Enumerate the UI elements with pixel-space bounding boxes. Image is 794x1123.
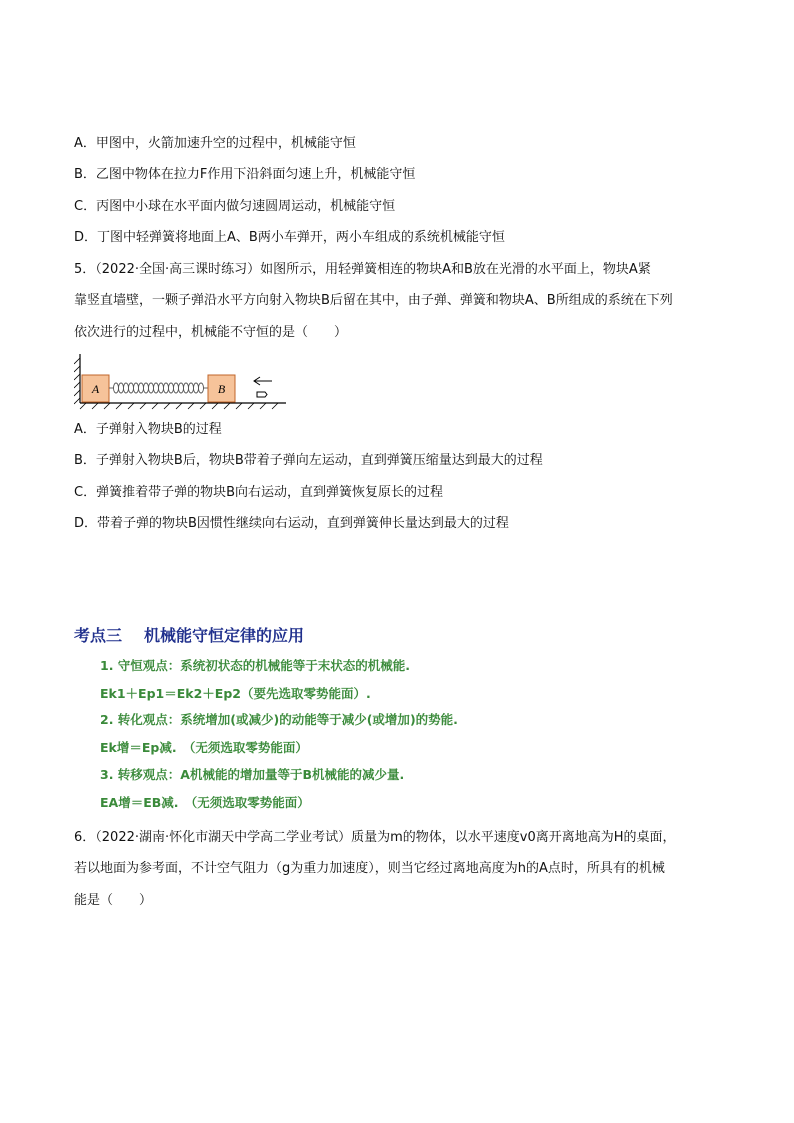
q5-option-a: A．子弹射入物块B的过程	[74, 422, 222, 437]
section-number: 考点三	[74, 626, 123, 645]
spring	[109, 383, 208, 393]
q6-stem-line1: 6．（2022·湖南·怀化市湖天中学高二学业考试）质量为m的物体，以水平速度v0离开离地高为H的桌面，	[74, 830, 676, 845]
q5-stem-line2: 靠竖直墙壁，一颗子弹沿水平方向射入物块B后留在其中，由子弹、弹簧和物块A、B所组成的系统在下列	[74, 293, 673, 308]
q4-option-d: D．丁图中轻弹簧将地面上A、B两小车弹开，两小车组成的系统机械能守恒	[74, 230, 505, 245]
point-1: 1. 守恒观点：系统初状态的机械能等于末状态的机械能.	[100, 658, 411, 673]
spring-block-figure	[74, 350, 289, 410]
section-heading	[74, 623, 304, 646]
point-3-formula: EA增＝EB减. （无须选取零势能面）	[100, 795, 310, 810]
block-b-label: B	[217, 382, 226, 396]
wall-hatch	[74, 358, 80, 404]
bullet-icon	[257, 392, 267, 397]
q5-option-c: C．弹簧推着带子弹的物块B向右运动，直到弹簧恢复原长的过程	[74, 485, 443, 500]
point-2: 2. 转化观点：系统增加(或减少)的动能等于减少(或增加)的势能.	[100, 712, 458, 727]
q6-stem-line2: 若以地面为参考面，不计空气阻力（g为重力加速度），则当它经过离地高度为h的A点时，所具有的机械	[74, 861, 665, 876]
point-2-formula: Ek增＝Ep减. （无须选取零势能面）	[100, 740, 308, 755]
arrow-left-icon	[254, 377, 272, 385]
point-3: 3. 转移观点：A机械能的增加量等于B机械能的减少量.	[100, 767, 405, 782]
q6-stem-line3: 能是（ ）	[74, 893, 153, 908]
q4-option-a: A．甲图中，火箭加速升空的过程中，机械能守恒	[74, 136, 356, 151]
q5-stem-line3: 依次进行的过程中，机械能不守恒的是（ ）	[74, 325, 348, 340]
q5-option-b: B．子弹射入物块B后，物块B带着子弹向左运动，直到弹簧压缩量达到最大的过程	[74, 453, 543, 468]
q4-option-c: C．丙图中小球在水平面内做匀速圆周运动，机械能守恒	[74, 199, 396, 214]
point-1-formula: Ek1＋Ep1＝Ek2＋Ep2（要先选取零势能面）.	[100, 686, 371, 701]
section-title: 机械能守恒定律的应用	[144, 626, 305, 645]
q5-option-d: D．带着子弹的物块B因惯性继续向右运动，直到弹簧伸长量达到最大的过程	[74, 516, 509, 531]
ground-hatch	[80, 403, 278, 409]
q4-option-b: B．乙图中物体在拉力F作用下沿斜面匀速上升，机械能守恒	[74, 167, 416, 182]
block-a-label: A	[91, 382, 100, 396]
q5-stem-line1: 5．（2022·全国·高三课时练习）如图所示，用轻弹簧相连的物块A和B放在光滑的水平面上，物块A紧	[74, 262, 651, 277]
